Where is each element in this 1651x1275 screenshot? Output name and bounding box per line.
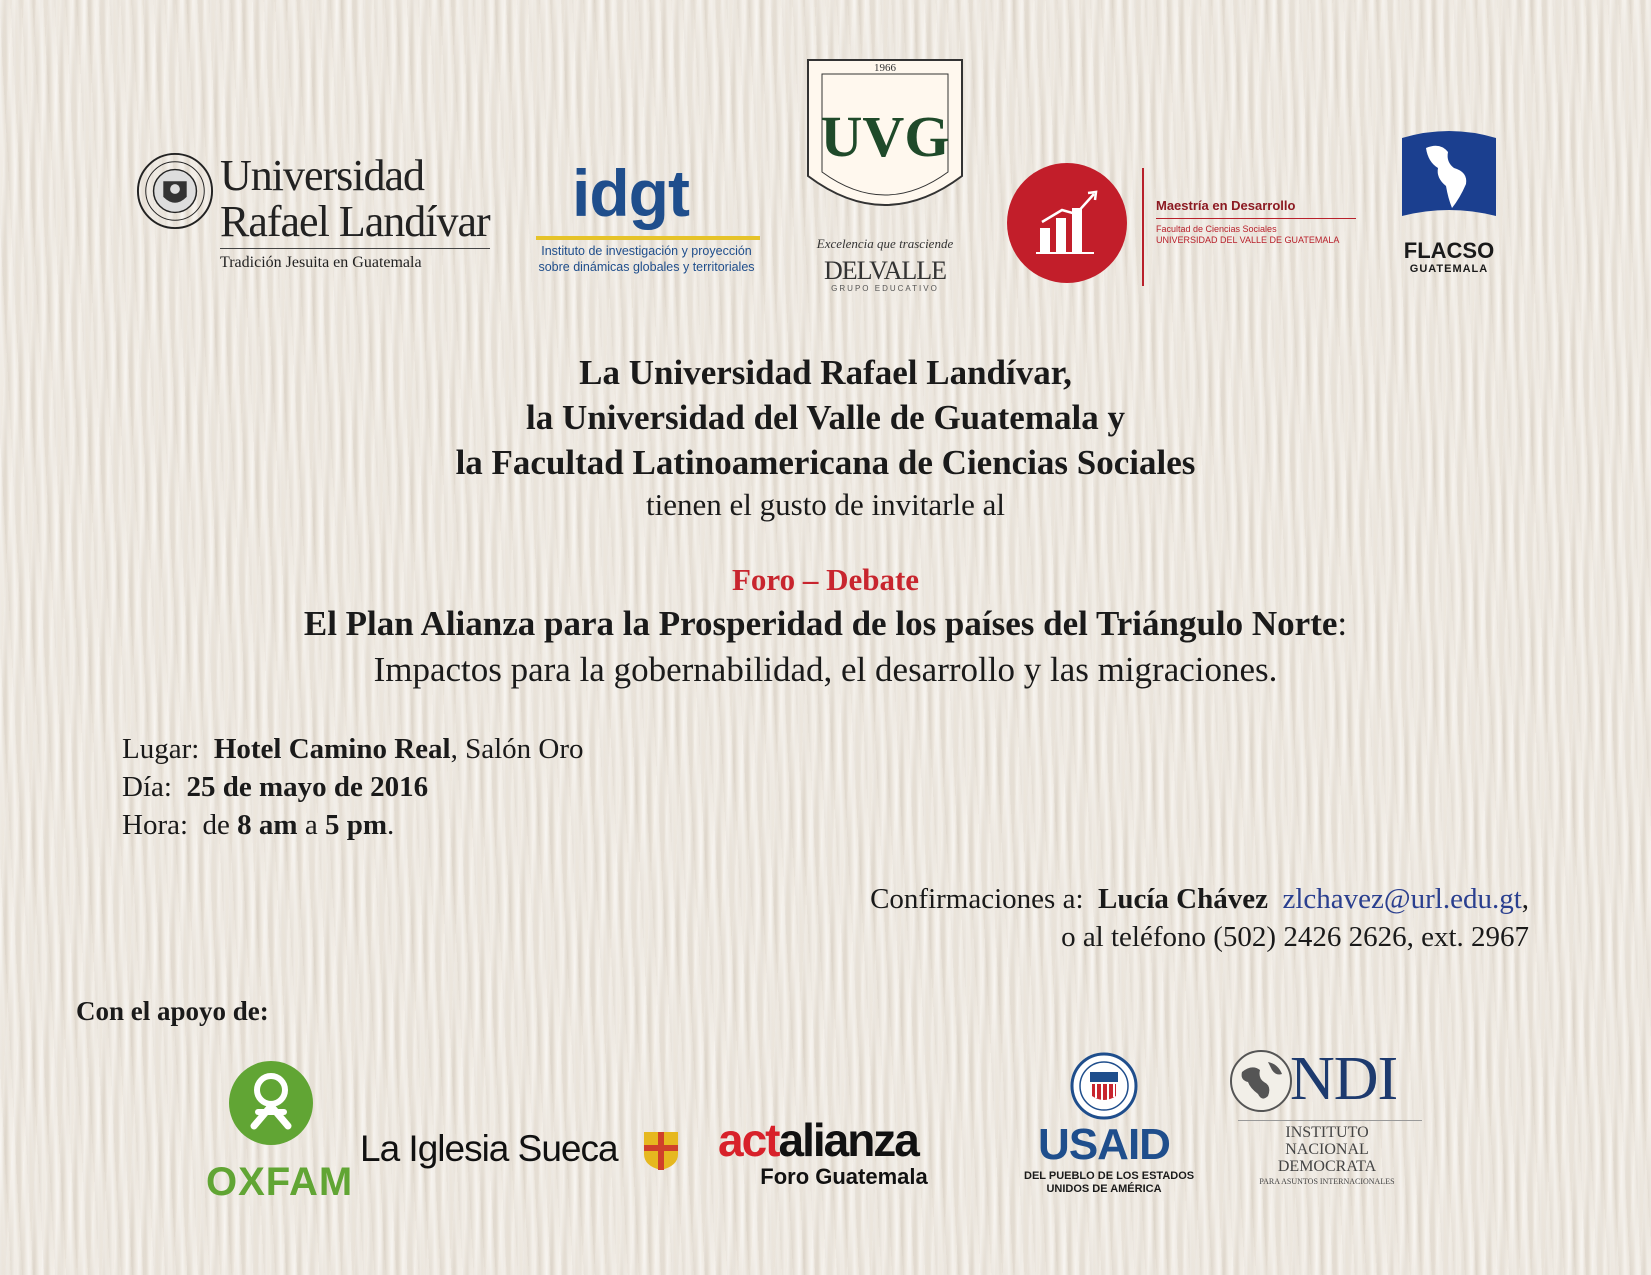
event-title: El Plan Alianza para la Prosperidad de los países del Triángulo Norte	[303, 604, 1338, 643]
cross-shield-icon	[642, 1130, 680, 1172]
usaid-sub2: UNIDOS DE AMÉRICA	[1046, 1183, 1162, 1195]
host-line-1: La Universidad Rafael Landívar,	[579, 353, 1072, 392]
time-from-word: de	[202, 809, 230, 841]
flacso-logo	[1392, 124, 1512, 284]
uvg-group-sub: GRUPO EDUCATIVO	[831, 284, 939, 293]
ndi-line3: DEMOCRATA	[1277, 1158, 1377, 1175]
bar-chart-icon	[1006, 162, 1128, 284]
oxfam-name: OXFAM	[206, 1160, 354, 1204]
host-line-2: la Universidad del Valle de Guatemala y	[526, 398, 1125, 437]
rsvp-line-1	[700, 880, 1529, 918]
url-logo	[136, 150, 491, 280]
rsvp-block	[700, 880, 1529, 956]
day-label: Día:	[122, 771, 172, 803]
detail-time	[122, 806, 584, 844]
idgt-line1: Instituto de investigación y proyección	[541, 244, 752, 258]
iglesia-sueca-logo	[360, 1128, 680, 1178]
url-name-line2: Rafael Landívar	[220, 197, 490, 246]
time-to-word: a	[304, 809, 318, 841]
ndi-rule	[1238, 1120, 1422, 1121]
maestria-sub2: UNIVERSIDAD DEL VALLE DE GUATEMALA	[1156, 235, 1340, 245]
act-sub: Foro Guatemala	[760, 1164, 928, 1189]
idgt-logo	[524, 156, 769, 280]
act-alianza-logo	[718, 1116, 970, 1196]
maestria-logo	[1006, 158, 1356, 288]
rsvp-contact: Lucía Chávez	[1098, 883, 1268, 915]
url-tagline: Tradición Jesuita en Guatemala	[220, 254, 422, 271]
uvg-logo	[804, 56, 966, 296]
usaid-name: USAID	[1038, 1120, 1170, 1169]
time-end-punct: .	[387, 809, 395, 841]
hosts-block	[0, 350, 1651, 525]
rsvp-email-punct: ,	[1521, 883, 1529, 915]
maestria-title: Maestría en Desarrollo	[1156, 198, 1296, 213]
maestria-divider	[1142, 168, 1144, 286]
act-red-part: act	[718, 1114, 779, 1166]
place-room: , Salón Oro	[450, 733, 584, 765]
support-label: Con el apoyo de:	[76, 996, 269, 1026]
url-seal-icon	[136, 152, 214, 230]
usaid-seal-icon	[1070, 1052, 1138, 1120]
event-subtitle: Impactos para la gobernabilidad, el desarrollo y las migraciones.	[373, 650, 1278, 689]
url-name-line1: Universidad	[220, 151, 425, 200]
idgt-yellow-bar	[536, 236, 760, 240]
ndi-mark: NDI	[1290, 1045, 1398, 1113]
ndi-logo	[1224, 1044, 1430, 1194]
url-divider	[220, 248, 490, 249]
rsvp-phone: o al teléfono (502) 2426 2626, ext. 2967	[1061, 921, 1529, 953]
day-value: 25 de mayo de 2016	[186, 771, 429, 803]
globe-icon	[1228, 1048, 1294, 1114]
time-start: 8 am	[237, 809, 298, 841]
event-type: Foro – Debate	[731, 562, 920, 597]
event-title-line	[0, 604, 1651, 644]
idgt-mark: idgt	[572, 156, 689, 230]
flacso-name: FLACSO	[1403, 238, 1495, 263]
uvg-group: DELVALLE	[824, 256, 946, 285]
event-details	[122, 730, 584, 844]
event-title-punct: :	[1337, 604, 1348, 643]
oxfam-icon	[228, 1060, 314, 1146]
iglesia-name: La Iglesia Sueca	[360, 1128, 618, 1169]
detail-place	[122, 730, 584, 768]
place-name: Hotel Camino Real	[213, 733, 451, 765]
maestria-rule	[1156, 218, 1356, 219]
time-end: 5 pm	[324, 809, 387, 841]
usaid-logo	[1024, 1052, 1195, 1202]
uvg-monogram: UVG	[820, 104, 950, 169]
ndi-line2: NACIONAL	[1285, 1141, 1369, 1158]
americas-map-icon	[1396, 124, 1502, 224]
idgt-line2: sobre dinámicas globales y territoriales	[538, 260, 755, 274]
uvg-motto: Excelencia que trasciende	[816, 236, 954, 251]
rsvp-email-link[interactable]: zlchavez@url.edu.gt	[1282, 883, 1522, 915]
maestria-sub1: Facultad de Ciencias Sociales	[1156, 224, 1277, 234]
ndi-line4: PARA ASUNTOS INTERNACIONALES	[1259, 1177, 1395, 1186]
time-label: Hora:	[122, 809, 189, 841]
uvg-year: 1966	[874, 62, 896, 74]
rsvp-label: Confirmaciones a:	[870, 883, 1084, 915]
ndi-line1: INSTITUTO	[1285, 1124, 1369, 1141]
place-label: Lugar:	[122, 733, 200, 765]
uvg-shield-icon	[804, 56, 966, 236]
host-line-3: la Facultad Latinoamericana de Ciencias Sociales	[455, 443, 1196, 482]
invite-line: tienen el gusto de invitarle al	[646, 487, 1005, 522]
usaid-sub1: DEL PUEBLO DE LOS ESTADOS	[1024, 1170, 1195, 1182]
detail-day	[122, 768, 584, 806]
flacso-country: GUATEMALA	[1409, 263, 1489, 275]
act-wordmark	[718, 1116, 918, 1164]
oxfam-logo	[206, 1060, 354, 1205]
act-black-part: alianza	[778, 1114, 918, 1166]
